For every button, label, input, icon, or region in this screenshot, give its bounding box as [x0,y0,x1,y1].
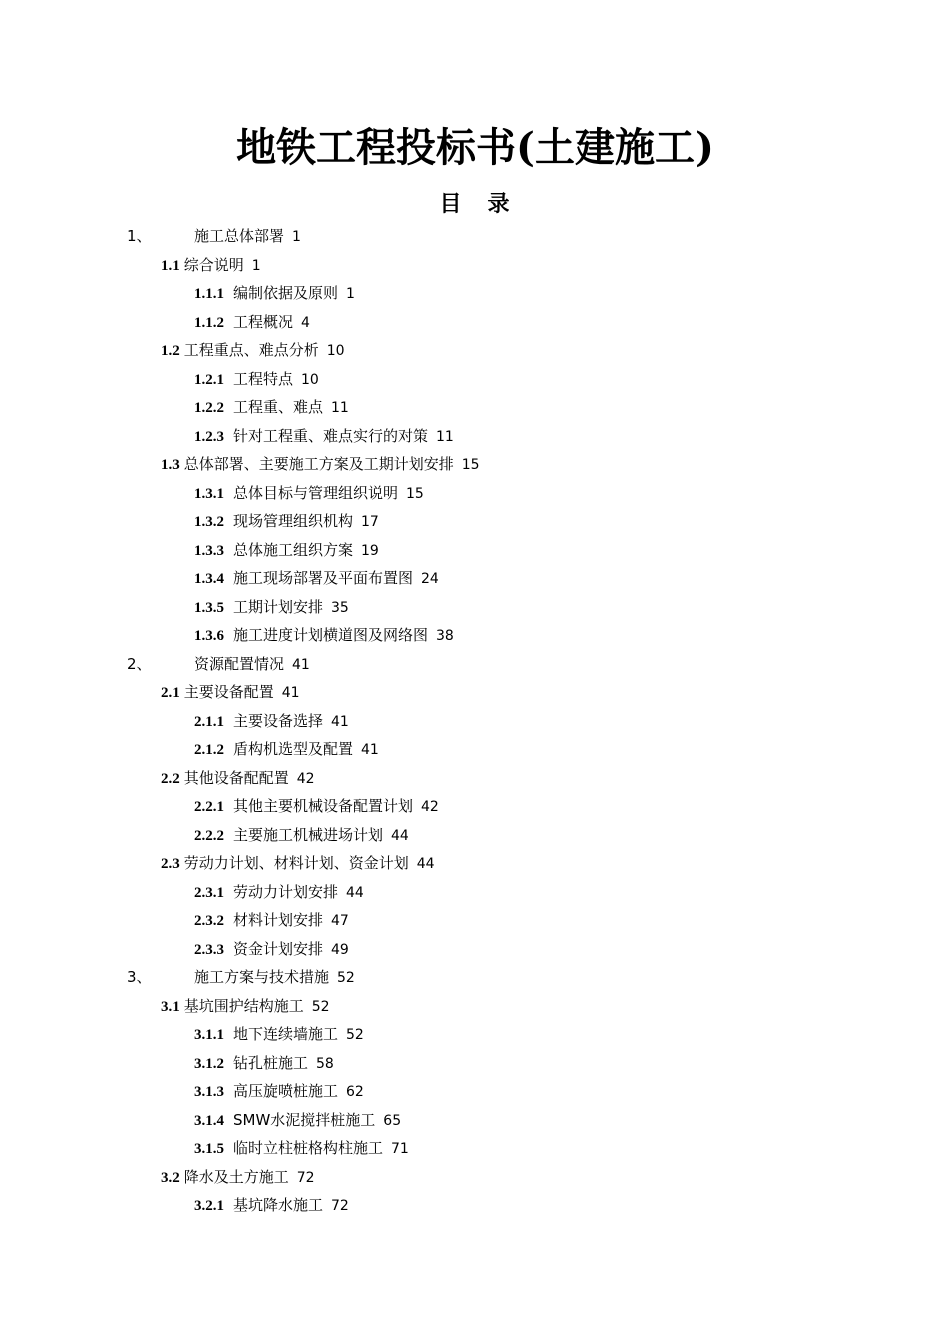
toc-entry[interactable] [0,393,950,422]
toc-entry-title: 总体部署、主要施工方案及工期计划安排 [183,455,454,473]
toc-entry-number: 3.1.4 [194,1112,224,1129]
toc-entry-title: 工期计划安排 [233,597,324,616]
toc-entry-title: 其他主要机械设备配置计划 [233,797,414,815]
toc-entry-page: 4 [301,314,310,331]
toc-entry-title: 工程特点 [233,369,294,388]
toc-entry-title: 资金计划安排 [233,939,324,958]
toc-entry-title: 高压旋喷桩施工 [233,1082,339,1100]
toc-entry-page: 24 [421,571,439,587]
toc-entry-title: 施工总体部署 [194,227,285,245]
toc-entry-page: 10 [326,343,345,359]
toc-entry-title: 主要设备选择 [233,711,324,730]
toc-entry[interactable] [0,1049,950,1078]
toc-entry-number: 3.1.2 [194,1055,224,1072]
toc-entry-number: 1.1.1 [194,286,224,302]
toc-entry-page: 72 [331,1198,349,1214]
toc-entry[interactable] [0,450,950,479]
toc-entry-number: 2.1 [161,685,180,701]
toc-entry-number: 2.3 [161,856,180,872]
toc-entry[interactable] [0,1077,950,1106]
toc-entry-page: 47 [331,913,349,929]
toc-entry-title: 施工方案与技术措施 [194,968,330,986]
toc-entry-number: 1.3.3 [194,542,224,559]
toc-entry-title: 施工现场部署及平面布置图 [233,569,414,587]
toc-entry[interactable] [0,308,950,337]
toc-entry-number: 1.3.5 [194,599,224,616]
toc-entry-title: 降水及土方施工 [183,1167,289,1186]
toc-entry[interactable] [0,963,950,992]
toc-entry-number: 1.2.3 [194,428,224,445]
toc-entry-page: 62 [346,1084,364,1100]
toc-entry-page: 52 [311,998,330,1015]
toc-entry-title: 其他设备配配置 [183,768,289,787]
toc-entry-title: 材料计划安排 [233,911,324,929]
toc-entry-page: 44 [391,827,409,844]
toc-entry-page: 11 [331,400,349,416]
toc-entry-number: 1.3.6 [194,628,224,644]
toc-entry-number: 1、 [127,227,152,245]
toc-entry-page: 72 [296,1169,315,1186]
toc-entry-title: 劳动力计划、材料计划、资金计划 [183,854,409,872]
toc-entry-title: 针对工程重、难点实行的对策 [233,426,429,445]
toc-entry-page: 15 [461,457,480,473]
document-title: 地铁工程投标书(土建施工) [236,124,714,171]
toc-entry[interactable] [0,992,950,1021]
toc-entry[interactable] [0,479,950,508]
toc-entry-page: 1 [251,257,261,274]
toc-entry[interactable] [0,1106,950,1135]
toc-entry[interactable] [0,251,950,280]
table-of-contents [0,222,950,1220]
toc-entry-page: 44 [346,884,364,901]
toc-entry-title: 基坑围护结构施工 [183,996,304,1015]
toc-entry[interactable] [0,1191,950,1220]
toc-entry[interactable] [0,878,950,907]
toc-entry-page: 10 [301,371,319,388]
toc-entry-number: 3.1.1 [194,1027,224,1043]
toc-entry[interactable] [0,935,950,964]
toc-entry[interactable] [0,593,950,622]
toc-entry[interactable] [0,678,950,707]
toc-entry-page: 1 [292,229,301,245]
toc-entry-page: 41 [281,685,300,701]
toc-entry-page: 15 [406,485,424,502]
toc-entry-number: 1.3.1 [194,485,224,502]
toc-entry-number: 1.2.1 [194,371,224,388]
toc-entry-number: 2.2.2 [194,827,224,844]
toc-entry-title: 劳动力计划安排 [233,882,339,901]
toc-entry[interactable] [0,1134,950,1163]
toc-entry-page: 41 [292,656,310,673]
toc-entry-page: 71 [391,1141,409,1157]
toc-entry-number: 2、 [127,654,152,673]
toc-entry-title: 临时立柱桩格构柱施工 [233,1139,384,1157]
toc-entry-page: 41 [331,713,349,730]
toc-entry-number: 3.2 [161,1169,180,1186]
toc-entry-title: 现场管理组织机构 [233,512,354,530]
toc-entry-title: 主要设备配置 [183,683,274,701]
toc-entry[interactable] [0,365,950,394]
toc-entry-title: 地下连续墙施工 [233,1025,339,1043]
toc-entry[interactable] [0,422,950,451]
toc-entry-number: 2.2.1 [194,799,224,815]
toc-entry-page: 52 [337,970,355,986]
toc-entry-title: 盾构机选型及配置 [233,740,354,758]
toc-entry[interactable] [0,792,950,821]
toc-entry-number: 1.3.2 [194,514,224,530]
toc-entry-number: 1.3.4 [194,571,224,587]
toc-entry-number: 2.3.3 [194,941,224,958]
toc-entry-title: 工程重点、难点分析 [183,341,319,359]
toc-entry-title: 钻孔桩施工 [233,1053,309,1072]
toc-entry-number: 1.1 [161,257,180,274]
toc-entry-page: 42 [421,799,439,815]
toc-entry-title: 综合说明 [183,255,244,274]
toc-entry-page: 19 [361,542,379,559]
toc-entry-page: 1 [346,286,355,302]
toc-entry[interactable] [0,336,950,365]
toc-entry-number: 2.3.2 [194,913,224,929]
toc-entry-title: 资源配置情况 [194,654,285,673]
toc-entry[interactable] [0,536,950,565]
toc-entry-page: 44 [416,856,435,872]
toc-entry-title: 总体施工组织方案 [233,540,354,559]
toc-entry-title: 工程重、难点 [233,398,324,416]
toc-entry-number: 2.2 [161,770,180,787]
toc-entry-number: 3.1.5 [194,1141,224,1157]
toc-entry-number: 2.1.1 [194,713,224,730]
toc-entry-title: 编制依据及原则 [233,284,339,302]
toc-entry-number: 3.1 [161,998,180,1015]
toc-entry[interactable] [0,849,950,878]
toc-entry-page: 35 [331,599,349,616]
toc-entry[interactable] [0,764,950,793]
toc-entry[interactable] [0,279,950,308]
toc-entry-page: 38 [436,628,454,644]
toc-entry-title: 主要施工机械进场计划 [233,825,384,844]
toc-entry-page: 42 [296,770,315,787]
toc-entry-page: 11 [436,428,454,445]
toc-entry[interactable] [0,906,950,935]
toc-entry-page: 58 [316,1055,334,1072]
toc-entry[interactable] [0,650,950,679]
toc-entry[interactable] [0,1163,950,1192]
toc-entry-page: 49 [331,941,349,958]
toc-heading: 目录 [439,191,536,217]
toc-entry[interactable] [0,735,950,764]
toc-entry[interactable] [0,821,950,850]
toc-entry-page: 17 [361,514,379,530]
toc-entry-number: 3.2.1 [194,1198,224,1214]
toc-entry-page: 52 [346,1027,364,1043]
toc-entry-title: 施工进度计划横道图及网络图 [233,626,429,644]
toc-entry[interactable] [0,222,950,251]
toc-entry[interactable] [0,564,950,593]
toc-entry-title: 总体目标与管理组织说明 [233,483,399,502]
toc-entry-number: 1.2.2 [194,400,224,416]
toc-entry-title: 工程概况 [233,312,294,331]
toc-entry[interactable] [0,507,950,536]
toc-entry-page: 65 [383,1112,402,1129]
toc-entry-number: 2.3.1 [194,884,224,901]
toc-entry-number: 3、 [127,968,152,986]
toc-entry-number: 1.2 [161,343,180,359]
toc-entry-title: 基坑降水施工 [233,1196,324,1214]
toc-entry-number: 2.1.2 [194,742,224,758]
toc-entry-number: 3.1.3 [194,1084,224,1100]
toc-entry-title: SMW水泥搅拌桩施工 [233,1110,376,1129]
toc-entry-number: 1.1.2 [194,314,224,331]
toc-entry[interactable] [0,707,950,736]
toc-entry[interactable] [0,621,950,650]
toc-entry-number: 1.3 [161,457,180,473]
toc-entry-page: 41 [361,742,379,758]
toc-entry[interactable] [0,1020,950,1049]
